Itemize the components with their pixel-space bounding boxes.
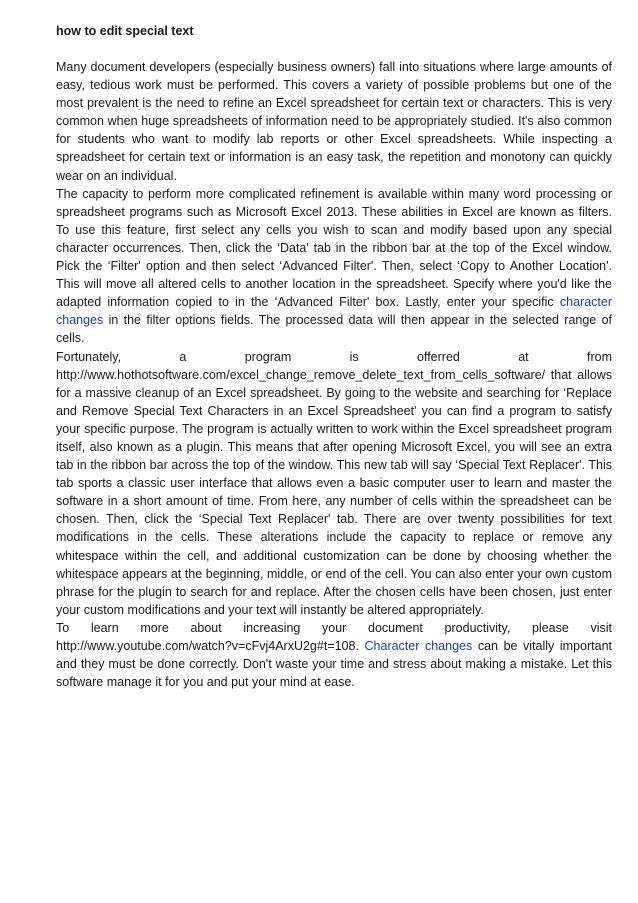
paragraph-text: can be vitally important and they must be done correctly. Don't waste your time and stress about making a mistake. Let this software manage it for you and put your mind at ease. <box>56 639 612 690</box>
paragraph-text: To learn more about increasing your document productivity, please visit http://www.youtube.com/watch?v=cFvj4ArxU2g#t=108. <box>56 620 612 653</box>
paragraph-text: The capacity to perform more complicated refinement is available within many word processing or spreadsheet programs such as Microsoft Excel 2013. These abilities in Excel are known as filters. To use this feature, first select any cells you wish to scan and modify based upon any special character occurrences. Then, click the ‘Data' tab in the ribbon bar at the top of the Excel window. Pick the ‘Filter' option and then select ‘Advanced Filter'. Then, select ‘Copy to Another Location'. This will move all altered cells to another location in the spreadsheet. Specify where you'd like the adapted information copied to in the ‘Advanced Filter' box. Lastly, enter your specific <box>56 186 612 310</box>
paragraph-intro: Many document developers (especially business owners) fall into situations where large amounts of easy, tedious work must be performed. This covers a variety of possible problems but one of the most prevalent is the need to refine an Excel spreadsheet for certain text or characters. This is very common when huge spreadsheets of information need to be appropriately studied. It's also common for students who want to modify lab reports or other Excel spreadsheets. While inspecting a spreadsheet for certain text or information is an easy task, the repetition and monotony can quickly wear on an individual. <box>56 60 612 183</box>
paragraph-program: Fortunately, a program is offerred at from http://www.hothotsoftware.com/excel_change_remove_delete_text_from_cells_software/ that allows for a massive cleanup of an Excel spreadsheet. By going to the website and searching for ‘Replace and Remove Special Text Characters in an Excel Spreadsheet' you can find a program to satisfy your specific purpose. The program is actually written to work within the Excel spreadsheet program itself, also known as a plugin. This means that after opening Microsoft Excel, you will see an extra tab in the ribbon bar across the top of the window. This new tab will say ‘Special Text Replacer'. This tab sports a classic user interface that allows even a basic computer user to learn and master the software in a short amount of time. From here, any number of cells within the spreadsheet can be chosen. Then, click the ‘Special Text Replacer' tab. There are over twenty possibilities for text modifications in the cells. These alterations include the capacity to replace or remove any whitespace within the cell, and additional customization can be done by choosing whether the whitespace appears at the beginning, middle, or end of the cell. You can also enter your own custom phrase for the plugin to search for and replace. After the chosen cells have been chosen, just enter your custom modifications and your text will instantly be altered appropriately. <box>56 349 612 617</box>
paragraph-excel-filters <box>56 185 612 348</box>
document-page <box>56 22 612 691</box>
paragraph-text: in the filter options fields. The processed data will then appear in the selected range of cells. <box>56 313 612 346</box>
character-changes-link[interactable]: character changes <box>56 295 612 328</box>
document-title: how to edit special text <box>56 24 194 38</box>
paragraph-learn-more <box>56 619 612 691</box>
character-changes-link-2[interactable]: Character changes <box>364 639 473 653</box>
